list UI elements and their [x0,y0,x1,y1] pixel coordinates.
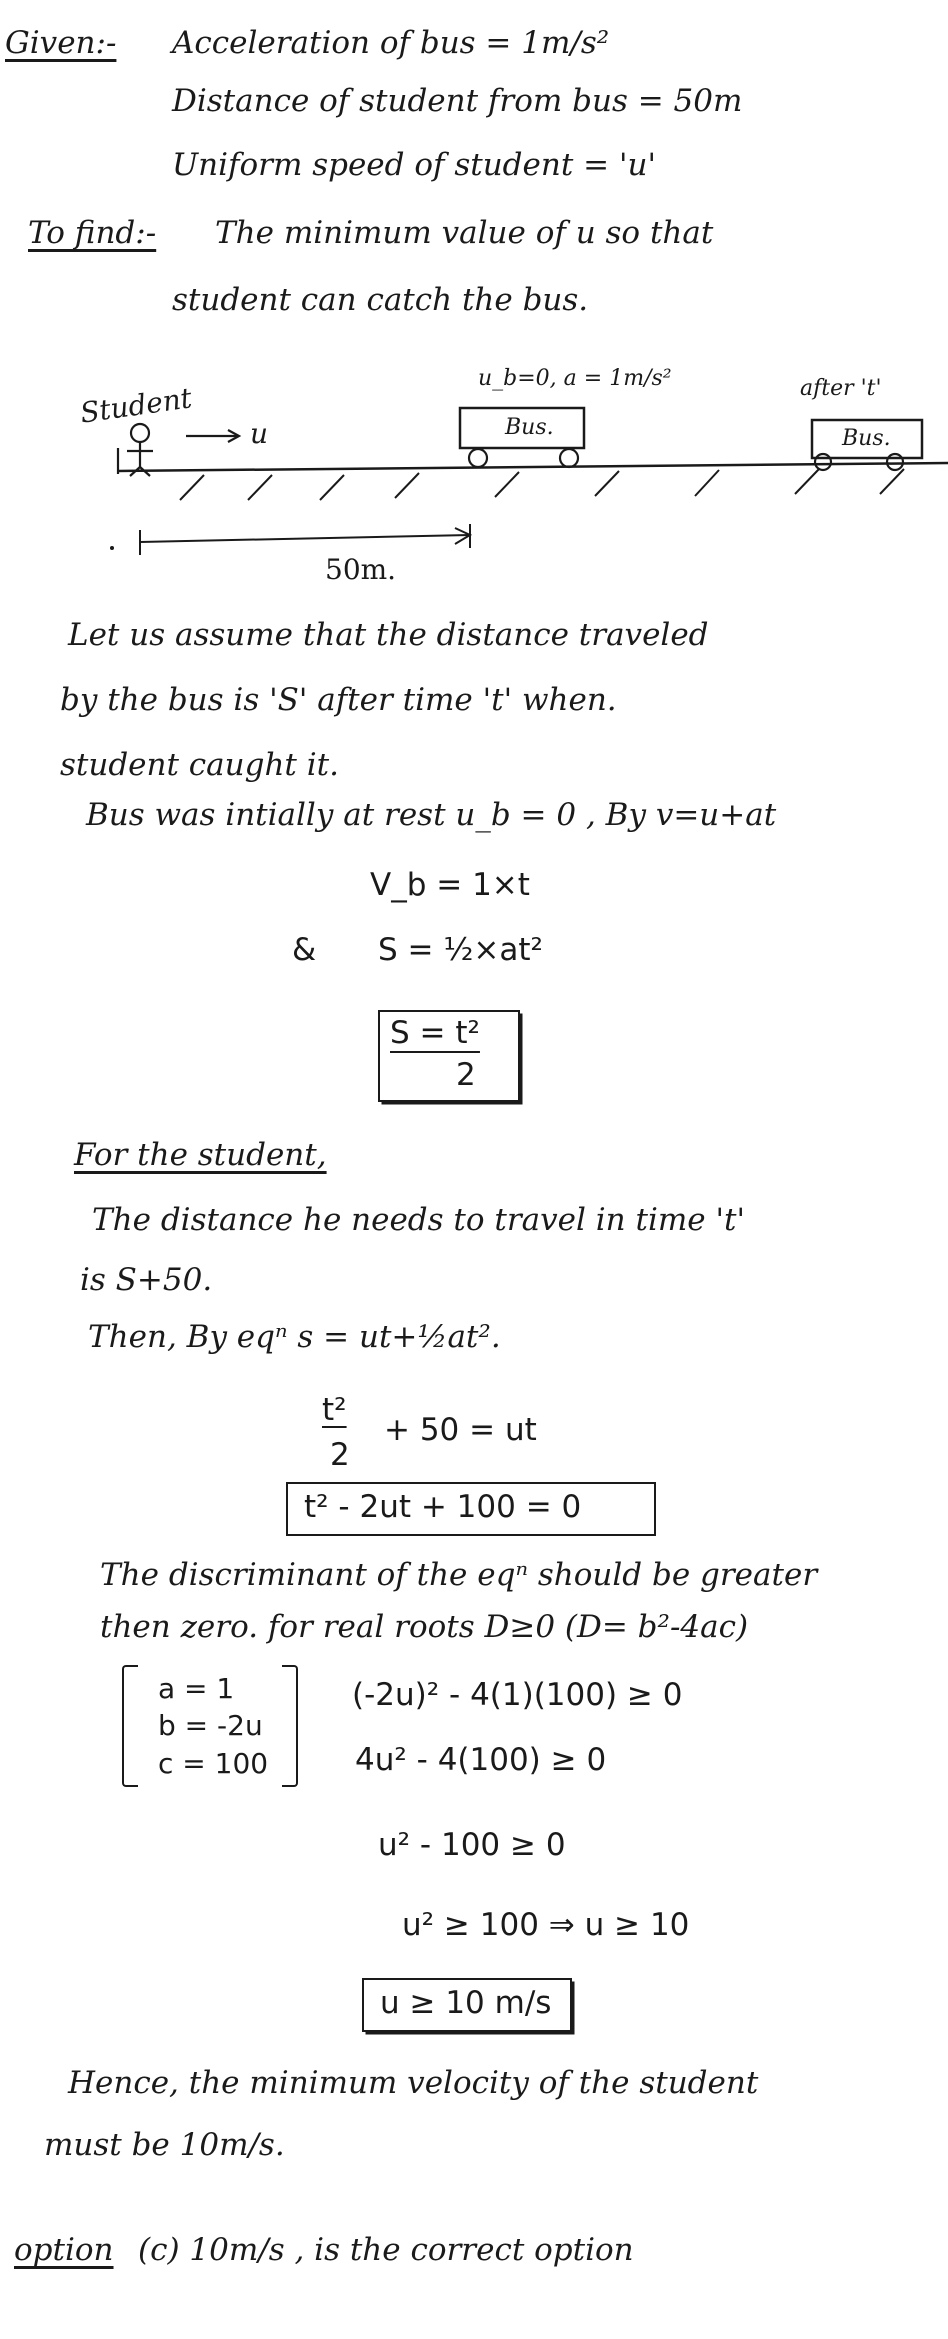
coef-a: a = 1 [158,1672,235,1705]
given-line-3: Uniform speed of student = 'u' [172,147,656,183]
after-time-label: after 't' [800,376,882,401]
diagram-drawing [0,0,948,600]
eq4-rest: + 50 = ut [384,1412,537,1448]
boxed-s-numerator: S = t² [390,1015,480,1051]
discriminant-eq-4: u² ≥ 100 ⇒ u ≥ 10 [402,1907,690,1943]
assume-line-1: Let us assume that the distance traveled [68,617,709,653]
coef-bracket-left [122,1665,138,1787]
speed-arrow-label: u [250,417,269,450]
result-equation: u ≥ 10 m/s [380,1985,552,2021]
bus-parameters: u_b=0, a = 1m/s² [478,366,672,391]
given-line-1: Acceleration of bus = 1m/s² [172,25,610,61]
bus-rest-line: Bus was intially at rest u_b = 0 , By v=u+at [86,797,777,833]
assume-line-3: student caught it. [60,747,339,783]
conclusion-line-2: must be 10m/s. [44,2127,285,2163]
discriminant-eq-3: u² - 100 ≥ 0 [378,1827,566,1863]
coef-bracket-right [282,1665,298,1787]
discriminant-eq-2: 4u² - 4(100) ≥ 0 [355,1742,607,1778]
distance-label: 50m. [325,553,397,586]
equation-s: S = ½×at² [378,932,543,968]
ampersand: & [292,932,317,968]
discriminant-line-1: The discriminant of the eqⁿ should be greater [100,1557,818,1593]
bus-label: Bus. [505,415,554,440]
eq4-denominator: 2 [330,1437,350,1473]
coef-c: c = 100 [158,1747,269,1780]
bus-2-label: Bus. [842,426,891,451]
equation-vb: V_b = 1×t [370,867,530,903]
to-find-line-1: The minimum value of u so that [215,215,714,251]
student-line-3: Then, By eqⁿ s = ut+½at². [88,1319,501,1355]
discriminant-eq-1: (-2u)² - 4(1)(100) ≥ 0 [352,1677,683,1713]
assume-line-2: by the bus is 'S' after time 't' when. [60,682,617,718]
quadratic-equation: t² - 2ut + 100 = 0 [304,1489,582,1525]
option-statement: (c) 10m/s , is the correct option [138,2232,634,2268]
to-find-heading: To find:- [28,215,157,251]
student-line-2: is S+50. [80,1262,213,1298]
given-heading: Given:- [5,25,117,61]
boxed-s-denominator: 2 [456,1057,476,1093]
student-label: Student [78,381,194,430]
student-heading: For the student, [74,1137,327,1173]
coef-b: b = -2u [158,1709,263,1742]
to-find-line-2: student can catch the bus. [172,282,589,318]
eq4-numerator: t² [322,1392,347,1428]
option-word: option [14,2232,114,2268]
conclusion-line-1: Hence, the minimum velocity of the student [68,2065,759,2101]
student-line-1: The distance he needs to travel in time 't' [92,1202,745,1238]
given-line-2: Distance of student from bus = 50m [172,83,743,119]
discriminant-line-2: then zero. for real roots D≥0 (D= b²-4ac) [100,1609,749,1645]
